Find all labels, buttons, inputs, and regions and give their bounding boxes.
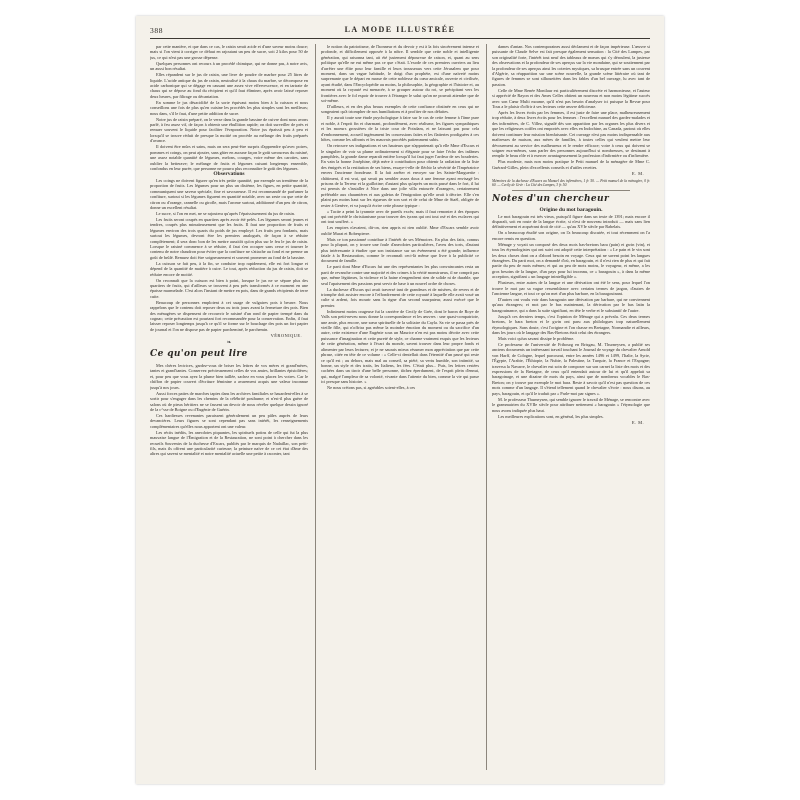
paragraph: par cette manière, et que dans ce cas, le raisin serait acide et d'une saveur moins douce; mais si l'on vient à corriger ce défaut en rajoutant un peu de sucre, soit 2 kilos pour 50 de jus, ce qui n'est pas une grosse dépense. (150, 44, 308, 60)
paragraph: Jusqu'à ces derniers temps, c'est l'opinion de Ménage qui a prévalu. Ces deux termes bretons, le bara breton et le gwin ont paru aux philologues trop naturellement étymologiques. Sans doute, c'est l'origine et l'on chasse en Bretagne, Normandie et ailleurs, dans les jours où le langage des Bas-Bretons était celui des étrangers. (492, 313, 650, 336)
column-middle (321, 44, 479, 770)
page-header (150, 24, 650, 38)
paragraph: Infiniment moins orageuse fut la carrière de Cecily de Grée, dont le baron de Roye de Valls son petit-neveu nous donne la correspondance et les œuvres : une quasi-compatriote, une amie, plus encore, une sœur spirituelle de la solitaire du Cayla. Sa vie se passa près de vieille fille, qui n'offrira pas même la moindre émotion du moment ou du sacrifice d'un autre, cette existence d'une Eugénie sous un Maurice n'en est pas moins décrite avec cette puissance d'imagination et cette pureté de style, ce charme vraiment exquis que les lecteurs de cette génération, même à l'écart du monde, savent trouver dans leur propre fonds et alimenter par leurs lectures; et je ne saurais mieux résumer mon appréciation que par cette phrase, citée en tête de ce volume : « Celle-ci dentellait dans l'éternité d'un passé qui reste ce qu'il est ; au dehors, mais mal au conseil, sa piété, sa vertu humble, son intimité, sa bonne, un style et des traits, les Italiens, les fées. C'était plus... Puis, les lettres restées cachées dans un tiroir d'une belle personne, tâchez éperdument, de l'esprit plein d'ennui, qui, malgré l'ampleur de sa volonté, vivante dans l'attente du bien, comme la vie qui passe ici presque sans histoire. » (321, 308, 479, 385)
paragraph: Les fruits seront coupés en quartiers après avoir été pelés. Les légumes seront jeunes et tendres, coupés plus minutieusement que les fruits. Il faut une proportion de fruits et légumes environ des trois quarts du poids de jus employé. Les fruits peu fondants, mais surtout les légumes, devront être les premiers analogués, de façon à se réduire complètement; il sera donc bon de les mettre aussitôt qu'on plus sur le feu le jus de raisin. Lorsque le raisiné commence à se réduire, il faut s'en occuper sans cesse et tourner le contenu de notre chaudron pour éviter que la confiture ne s'attache au fond et ne prenne un goût de brûlé. Remuez doit être soigneusement et souvent promener au fond de la bassine. (150, 216, 308, 260)
paragraph: Beaucoup de personnes emploient à cet usage de vulgaires pots à beurre. Nous rappelons que le contenu doit reposer deux ou trois jours avant la fermeture des pots. Bien des ménagères se dispensent de recouvrir le raisiné d'un rond de papier trempé dans du cognac; cette précaution est pourtant fort recommandée pour la conservation. Enfin, il faut laisser reposer longtemps jusqu'à ce qu'il se forme sur le bouchage des pots un fort papier de journal et l'on ne dispose pas de papier parcheminé, le parchemin. (150, 299, 308, 332)
paragraph: Mes chères lectrices, gardez-vous de briser les lettres de vos mères et grand'mères, tantes et grand'tantes. Conservez précieusement celles de vos amies, brillantes épistolières; et, pour peu que vous ayez la plume bien taillée, sachez en vous placez les votres. Car le chiffon de papier couvert d'écriture féminine a avarement acquis une valeur inconnue jusqu'à nos jours. (150, 363, 308, 390)
paragraph: En somme le jus désacidifié de la sorte équivaut moins bien à la cuisson et nous conseillons une fois de plus qu'en cuisine les procédés les plus simples sont les meilleurs; nous dans, s'il le faut, d'une petite addition de sucre. (150, 99, 308, 116)
paragraph: Après les livres écrits par les femmes, il est juste de faire une place, malheureusement trop réduite, à deux livres écrits pour les femmes : l'excellent manuel des gardes-malades et des infirmières, de C. Villez, signalé dès son apparition par les organes les plus divers et que les religieuses coiffes ont emportés avec elles en Indochine, au Canada, partout où elles doivent continuer leur mission bienfaisante. Cet ouvrage n'est pas moins indispensable aux maîtresses de maison, aux mères de familles, à toutes celles qui veulent mettre leur dévouement au service des malheureux et le rendre efficace; votre à ceux qui doivent se soigner eux-mêmes, sans parler des personnes aujourd'hui si nombreuses, se destinant à remplir le beau rôle et à exercer avantageusement la profession d'infirmière ou d'infirmière. (492, 110, 650, 159)
author-signature: E. M. (631, 419, 644, 425)
paragraph: Ce professeur de l'université de Fribourg en Brisgau, M. Thurneysen, a publié ses anciens documents un intéressant travail touchant le Journal de voyage du chevalier Arnold von Harff, de Cologne, lequel parcourut, entre les années 1496 et 1499, l'Italie, la Syrie, l'Égypte, l'Arabie, l'Éthiopie, la Nubie, la Palestine, la Turquie, la France et l'Espagne; traversa la Navarre, le chevalier eut soin de composer sur son carnet la liste des mots et des expressions de la Bretagne, de ceux qu'il entendait autour de lui et qu'il appelait sa baragoinage, et une dizaine de mots du pays, ainsi que de nombreux vocables le Bas-Breton; on y trouve par exemple le mot bara. Reste à savoir qu'il n'est pas question de ces mots comme d'un langage. Il s'étend tellement quand le chevalier s'écrie : nous disons, au pays, baragouin, et qu'il le traduit par « Parle-moi par signes ». (492, 342, 650, 396)
paragraph: D'ailleurs, et en des plus beaux exemples de cette confiance obstinée en ceux qui ne songeaient qu'à triompher de nos humiliations et à profiter de nos défaites. (321, 104, 479, 115)
paragraph: On retrouve ses indignations et ses hauteurs que n'appartenait qu'à elle Mme d'Escars et le singulier de voir sa plume ordinairement si élégante pour se faire l'écho des infâmes pamphlets, la grande dame reparaît entière lorsqu'il lui faut juger l'ardeur de ses bouderies. En vain la bonne Joséphine, déjà mère à contribution pour obtenir la radiation de la liste des émigrés et la restitution de ses biens, essaye-t-elle de fléchir la sévérité de l'Impératrice envers l'ancienne frondeuse. Il la fait arrêter et envoyer sur les Sainte-Marguerite : châtiment, il est vrai, qui serait pu sembler assez doux à une femme ayant envisagé les prisons de la Terreur et la guillotine; d'autant plus qu'après un mois passé dans le fort, il lui est permis de s'installer à Nice dans une jolie villa entourée d'orangers, certainement préférable aux chaumières et aux galetas de l'émigration qu'elle avait à décrire. Elle s'en plaint pas moins haut sur les rigueurs de son sort et de celui de Mme de Staël, obligée de rester à Genève, et va jusqu'à écrire cette phrase typique : (321, 143, 479, 208)
column-divider (315, 44, 316, 770)
paragraph: Le parti dont Mme d'Escars fut une des représentantes les plus convaincantes resta un parti de revanche contre une majorité et des crimes à la vérité monstrueux, il ne comprit pas que, même légitimes, la violence et la haine n'engendrent rien de solide ni de durable, que seul l'apaisement des passions peut servir de base à un nouvel ordre de choses. (321, 264, 479, 286)
paragraph: Aussi forces pattes de marches tapies dans les archives familiales se hasardent-elles à se sortir pour s'engager dans les chemins de la célébrité posthume; et n'est-il plus guère de salons où de pieux héritiers ne se fassent un devoir de nous révéler quelque dessin ignoré de la c^sse de Boigne ou d'Eugénie de Guérin. (150, 390, 308, 412)
magazine-page (136, 16, 664, 784)
paragraph: Quelques personnes ont recours à un procédé chimique, qui ne donne pas, à notre avis, un aussi bon résultat. (150, 60, 308, 72)
author-signature: VÉRONIQUE. (270, 333, 302, 339)
paragraph: On reconnaît que la cuisson est bien à point, lorsque le jus ne se sépare plus des quartiers de fruits, qui d'ailleurs se trouvent à peu près transformés à ce moment en une épaisse marmelade. C'est alors l'instant de mettre en pots, dans de grands récipients de terre cuite. (150, 277, 308, 299)
section-subheading: Origine du mot baragouin. (539, 206, 603, 213)
paragraph: Le mot baragouin est très vieux, puisqu'il figure dans un texte de 1391; mais encore il disparaît, soit en route de la langue écrite, si n'est de nouveau introduit — mais sans lien définitivement et acquérant droit de cité — qu'au XVIe siècle par Rabelais. (492, 213, 650, 230)
section-title: Notes d'un chercheur (492, 193, 610, 204)
paragraph: Celle de Mme Renée Montlaur est particulièrement discrète et harmonieuse, et l'auteur si apprécié de Rayon et des Ames Celles obtient un nouveau et non moins légitime succès avec son Cœur Multi moame, qu'il n'est pas besoin d'analyser ici puisque la Revue pour Tous a le plaisir d'offrir à ses lecteurs cette œuvre délicieuse. (492, 87, 650, 110)
journal-title: LA MODE ILLUSTRÉE (344, 25, 456, 34)
paragraph: « Tacite a peint la tyrannie avec de pareils excès; mais il faut remonter à des époques qui ont précédé le christianisme pour trouver des tyrans qui ont tout osé et des esclaves qui ont tout souffert. » (321, 208, 479, 225)
paragraph: Il y aurait toute une étude psychologique à faire sur le cas de cette femme à l'âme pure et noble, à l'esprit fin et charmant, profondément, avec réalisme, les figures sympathiques et les moeurs grossières de la triste cour de Potsdam, et ne laissant pas pour cela d'embonnement, accueil ingénument les concessions faites et les flatteries prodiguées à ces hôtes, comme les affronts et les mauvais procédés patiemment subis. (321, 115, 479, 143)
paragraph: Mais ce ton passionné contribue à l'intérêt de ses Mémoires. En plus des faits, connus pour la plupart, on y trouve une foule d'anecdotes particulières, l'aveu des torts, d'autant plus intéressante à étudier que son insistance sur un événement a été grande; influence fatale à la Restauration, comme le reconnaît ceci-là même que livre à la publicité ce document de famille. (321, 236, 479, 264)
paragraph: Les meilleures explications sont, en général, les plus simples. (498, 413, 604, 419)
paragraph: Plusieurs, entre autres de la langue et une dérivation ont été le sens, pour lequel l'on trouve le mot par sa vague ressemblance avec certains termes de jargon, d'autres de l'ancienne langue, et tout ce qu'on met d'un plus barbare, en la baragouinant. (492, 280, 650, 296)
paragraph: Elles répandent sur le jus de raisin, une livre de poudre de marbre pour 25 litres de liquide. L'acide antique du jus de raisin, neutralisé à la chaux du marbre, se décompose en acide carbonique qui se dégage en causant une assez vive effervescence, et en tartrate de chaux qui se dépose au fond du récipient et qu'il faut éliminer, après avoir laissé reposer deux heures, par filtrage ou décantation. (150, 72, 308, 99)
paragraph: Les coings ne doivent figurer qu'en très petite quantité, par exemple un trentième de la proportion de fruits. Les légumes pour un plus un dixième, les figues, en petite quantité, communiquent une saveur spéciale, fine et savoureuse. Il est recommandé de parfumer la confiture, surtout si les légumes figurent en quantité notable, avec un zeste ou que cette de citron ou d'orange, cannelle ou girofle, mais l'arome surtout, additionné d'un peu de citron, donne un excellent résultat. (150, 177, 308, 210)
paragraph: On a beaucoup étudié son origine, on l'a beaucoup discutée, et tout récemment on l'a encore remis en question. (492, 230, 650, 241)
paragraph: Ces hardiesses revenantes paraissent généralement un peu pâles auprès de leurs devancières. Leurs figures se sont cependant pas sans intérêt, les renseignements complémentaires qu'elles nous apportent ont une valeur. (150, 412, 308, 429)
paragraph: Les récits inédits, les anecdotes piquantes, les spirituels potins de celle qui fut la plus mauvaise langue de l'Émigration et de la Restauration, ne sont point à chercher dans les recueils Souvenirs de la duchesse d'Escars, publiés par le marquis de Nadaillac, son petit-fils, mais ils offrent une particularité curieuse; la peinture naïve de ce cet état d'âme des altres qui savent se mentalité et notre mentalité actuelle une petite à raconter, tant (150, 429, 308, 457)
paragraph: dames d'antan. Nos contemporaines aussi déclament et de façon impérieuse. L'œuvre si puissante de Claude Selve est fait presque également sensation : la Cité des Lampes, par son originalité forte, l'intérêt tout neuf des tableaux de mœurs qui s'y déroulent, la justesse des observations et la profondeur de ses aperçus sur la vie mondaine, qui se soutiennent par la profondeur de ses aperçus ainsi les coteries mystiques, sa brusque entrée sans un couvent d'Algérie, sa réapparition sur une scène nouvelle, la grande scène littéraire où tant de figures de femmes se sont silhouettées dans les fables d'un bel ouvrage, lu avec tant de passion. (492, 44, 650, 87)
header-rule (150, 38, 650, 39)
section-title: Ce qu'on peut lire (150, 349, 248, 360)
paragraph: le notion du patriotisme, de l'honneur et du devoir y est à la fois sincèrement intense et profonde, et difficilement opposée à la nôtre. Il semble que cette noble et intelligente génération, qui raisonna tant, ait été justement dépourvue de raison, et, quant au sens politique qu'elle ne eut même pas ce que c'était. L'exode de ces premiers ouvriers au lieu d'arrêter une élite pour leur famille et leurs trousseaux vers cette Jérusalem que pour moment, dans un vague habitude, le doigt d'un prophète, est d'une naïveté moins surprenante que le départ en masse de cette noblesse du cœur amicale, ouverte et civilisée, ayant étudié, dans l'Encyclopédie au moins, la philosophie, la géographie et l'histoire et, au moment où la royauté est menacée, à se grouper autour du roi, se précipitant vers les frontières avec le fol espoir de trouver à l'étranger le salut qu'on ne pouvait attendre que de soi-même. (321, 44, 479, 104)
paragraph: Ménage y voyait un composé des deux mots bas-bretons bara (pain) et gwin (vin), et tous les étymologistes qui ont suivi ont adopté cette interprétation : « Le pain et le vin sont les deux choses dont on a d'abord besoin en voyage. Ceux qui ne savent point les langues étrangères. Du parti mot, on a demandé d'où, en baragouin, et il n'est rien de plus et qui fait partie du peu de mots mêmes; et qui au peu de mots moins, le voyageur, et même, a les gros besoins de la langue, d'un pays pour lui inconnu, ce « baragouin », à dans la même acception, signifiant « un langage inintelligible ». (492, 241, 650, 280)
divider (512, 190, 630, 191)
section-subheading: Observations (213, 170, 245, 177)
footnote: Mémoires de la duchesse d'Escars au Manuel des infirmières, 1 fr. 50. — Petit manuel de la ménagère, 0 fr. 60. — Cecily de Grée : La Cité des Lampes, 3 fr. 50. (492, 178, 650, 188)
paragraph: La cuisson se fait peu, à la fin, se conduire trop rapidement, elle est fort longue et dépend de la quantité de matière à cuire. Le tout, après réduction du jus de raisin, doit se réduire encore de moitié. (150, 260, 308, 277)
paragraph: D'autres ont voulu voir dans baragouin une dérivation par barbare, qui ne conviennent qu'aux étrangers; et mot par le bas maintenant, la dérivation par le bas latin la baragouinance, qui a dans la suite signifiant, en tête le verbe et le substantif de l'autre. (492, 297, 650, 313)
paragraph: Les empires n'avaient, dit-on, rien appris ni rien oublié. Mme d'Escars semble avoir oublié Murat et Robespierre. (321, 225, 479, 236)
column-left (150, 44, 308, 770)
column-right (492, 44, 650, 770)
paragraph: M. le professeur Thurneysen, qui semble ignorer le travail de Ménage, se rencontre avec le grammairien du XVIIe siècle pour attribuer nettement « baragouin » l'étymologie que nous avons indiquée plus haut. (492, 396, 650, 413)
paragraph: Plus modeste, mais non moins pratique le Petit manuel de la ménagère de Mme C. Guérard-Gilles, plein d'excellents conseils et d'utiles recettes. (492, 159, 650, 170)
page-number: 388 (150, 26, 164, 35)
paragraph: Mais voici qu'un savant dissipe le problème. (498, 336, 575, 342)
column-divider (486, 44, 487, 770)
paragraph: Ne nous crétons pas, si agréables soient-elles, à ces (327, 385, 416, 391)
paragraph: Il doivent être mûrs et sains, mais on sera peut-être surpris d'apprendre qu'avec poires, pommes et coings, on peut ajouter, sans gâter en aucune façon le goût savoureux du raisiné, une assez notable quantité de légumes, melons, courges, voire même des carottes, sans oublier la betterave; le mélange de fruits et légumes cuisant longtemps ensemble, confondus en leur purée, que personne ne pourra plus reconnaître le goût des légumes. (150, 144, 308, 171)
paragraph: La duchesse d'Escars qui avait traversé tant de grandeurs et de misères, de revers et de triomphe doit assister encore à l'effondrement de cette royauté à laquelle elle avait voué un culte si ardent, fois mourir sans la rigne d'un second usurpateur, aussi exécré que le premier. (321, 286, 479, 308)
paragraph: Le sucre, si l'on en met, ne se rajoutera qu'après l'épaississement du jus de raisin. (156, 210, 295, 216)
ornament-icon: ❧ (226, 339, 232, 346)
paragraph: Notre jus de raisin préparé, on le verse dans la grande bassine de cuivre dont nous avons parlé, à feu assez vif, de façon à obtenir une ébullition rapide; on doit surveiller de près et remuer souvent le liquide pour faciliter l'évaporation. Notre jus épaissit peu à peu et lorsqu'il se trouve réduit de presque la moitié on procède au mélange des fruits préparés d'avance. (150, 116, 308, 144)
author-signature: E. M. (631, 171, 644, 177)
